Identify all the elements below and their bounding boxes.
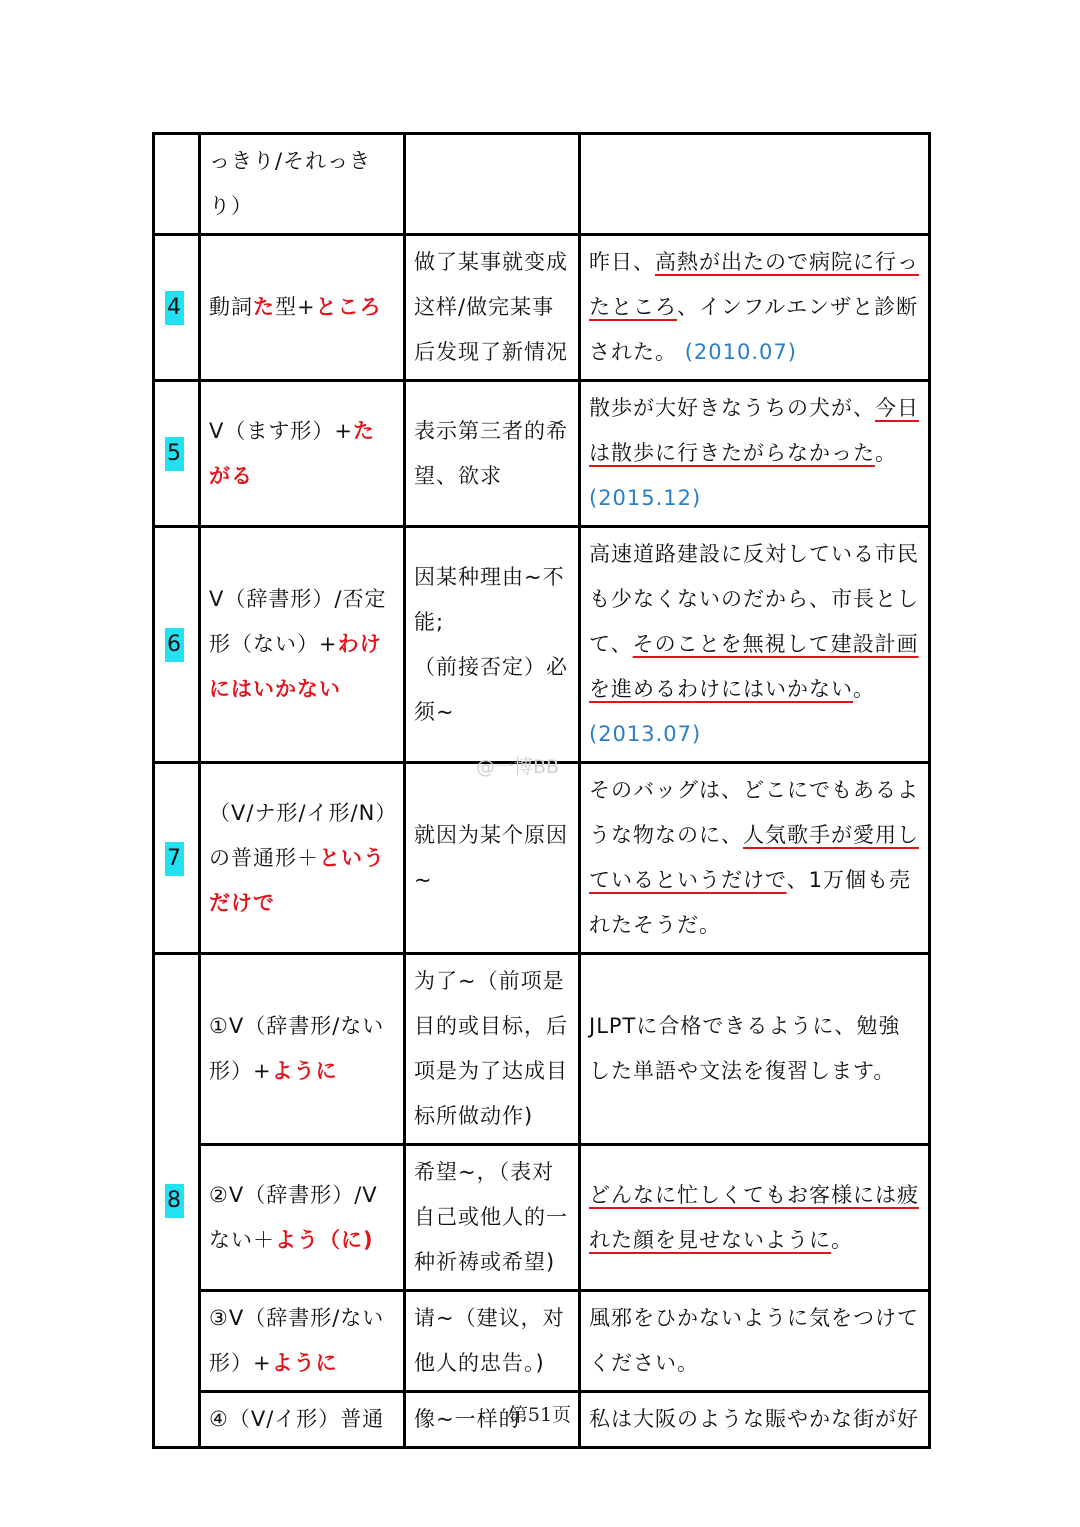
example-text: 高速道路建設に反対している市民も少なくないのだから、市長として、: [589, 542, 919, 656]
grammar-form-highlight: わけにはいかない: [209, 632, 382, 701]
meaning-cell: [405, 381, 580, 527]
row-number-cell: [154, 954, 200, 1448]
grammar-form-highlight: ように: [271, 1059, 338, 1083]
example-text: 風邪をひかないように気をつけてください。: [589, 1306, 919, 1375]
grammar-form: っきり/それっきり）: [209, 149, 372, 218]
grammar-form-text: V（ます形）+: [209, 418, 353, 443]
exam-date: (2010.07): [684, 340, 797, 364]
example-cell: [580, 134, 930, 235]
row-number-cell: [154, 763, 200, 954]
grammar-form-highlight: たがる: [209, 418, 375, 488]
grammar-form-text: ④（V/イ形）普通: [209, 1407, 385, 1431]
grammar-form-text: ②V（辞書形）/Vない＋: [209, 1182, 378, 1252]
exam-date: (2013.07): [589, 722, 702, 746]
table-row: [154, 1291, 930, 1392]
meaning-cell: [405, 527, 580, 763]
example-text: 昨日、: [589, 250, 655, 274]
meaning-text: （前接否定）必须~: [414, 654, 568, 724]
example-cell: [580, 954, 930, 1145]
meaning-cell: [405, 1145, 580, 1291]
example-text: 、1万個も売れたそうだ。: [589, 868, 911, 937]
table-row: [154, 1145, 930, 1291]
row-number: 6: [165, 628, 184, 662]
meaning-cell: [405, 1291, 580, 1392]
example-underlined: 今日は散歩に行きたがらなかった: [589, 396, 919, 465]
meaning-cell: [405, 134, 580, 235]
grammar-form-cell: [200, 1145, 405, 1291]
example-cell: [580, 527, 930, 763]
row-number-cell: [154, 235, 200, 381]
page-number: 第51页: [508, 1404, 572, 1426]
grammar-table: [152, 132, 931, 1449]
example-text: そのバッグは、どこにでもあるような物なのに、: [589, 778, 919, 847]
example-text: 。: [853, 677, 875, 701]
meaning-text: 做了某事就变成这样/做完某事后发现了新情况: [414, 250, 568, 364]
row-number-cell: [154, 134, 200, 235]
table-row: [154, 763, 930, 954]
row-number: 8: [165, 1184, 184, 1218]
example-text: 散歩が大好きなうちの犬が、: [589, 396, 875, 420]
grammar-form-cell: [200, 1291, 405, 1392]
row-number: 5: [165, 437, 184, 471]
meaning-cell: [405, 235, 580, 381]
example-text: 私は大阪のような賑やかな街が好: [589, 1407, 919, 1431]
example-text: 。: [831, 1227, 853, 1252]
example-cell: [580, 235, 930, 381]
grammar-form-highlight: た: [253, 295, 275, 319]
row-number: 4: [165, 291, 184, 325]
example-cell: [580, 1291, 930, 1392]
grammar-form-cell: [200, 381, 405, 527]
example-text: JLPTに合格できるように、勉強した単語や文法を復習します。: [589, 1014, 901, 1083]
grammar-form-highlight: よう（に): [275, 1227, 374, 1252]
grammar-form-cell: [200, 235, 405, 381]
grammar-form-text: 型+: [275, 295, 316, 319]
grammar-form-cell: [200, 134, 405, 235]
grammar-form-highlight: ところ: [315, 295, 382, 319]
grammar-form-text: ③V（辞書形/ない形）+: [209, 1306, 385, 1375]
row-number: 7: [165, 842, 184, 876]
row-number-cell: [154, 381, 200, 527]
exam-date: (2015.12): [589, 486, 702, 510]
table-row: [154, 381, 930, 527]
meaning-text: 请~（建议，对他人的忠告。): [414, 1306, 565, 1375]
meaning-cell: [405, 763, 580, 954]
meaning-cell: [405, 954, 580, 1145]
example-cell: [580, 381, 930, 527]
example-cell: [580, 1145, 930, 1291]
example-underlined: どんなに忙しくてもお客様には疲れた顔を見せないように: [589, 1182, 919, 1252]
meaning-text: 像~一样的: [414, 1407, 521, 1431]
meaning-text: 表示第三者的希望、欲求: [414, 418, 568, 488]
table-row: [154, 235, 930, 381]
example-underlined: 高熱が出たので病院に行ったところ: [589, 250, 919, 319]
example-text: 、インフルエンザと診断された。: [589, 295, 919, 364]
row-number-cell: [154, 527, 200, 763]
grammar-form-text: ①V（辞書形/ない形）+: [209, 1014, 385, 1083]
table-row: [154, 134, 930, 235]
grammar-form-text: 動詞: [209, 295, 253, 319]
table-row: [154, 954, 930, 1145]
example-underlined: 人気歌手が愛用しているというだけで: [589, 823, 919, 892]
grammar-form-cell: [200, 527, 405, 763]
meaning-text: 就因为某个原因~: [414, 823, 568, 892]
grammar-form-highlight: というだけで: [209, 845, 385, 915]
example-underlined: そのことを無視して建設計画を進めるわけにはいかない: [589, 632, 919, 701]
grammar-form-highlight: ように: [271, 1351, 338, 1375]
watermark: @一博BB: [476, 756, 560, 778]
grammar-form-cell: [200, 954, 405, 1145]
grammar-form-text: （V/ナ形/イ形/N）の普通形＋: [209, 800, 387, 870]
grammar-form-text: V（辞書形）/否定形（ない）+: [209, 587, 387, 656]
table-row: [154, 527, 930, 763]
grammar-form-cell: [200, 763, 405, 954]
example-text: 。: [875, 441, 897, 465]
example-cell: [580, 763, 930, 954]
meaning-text: 因某种理由~不能;: [414, 564, 565, 634]
meaning-text: 希望~，（表对自己或他人的一种祈祷或希望): [414, 1160, 568, 1274]
meaning-text: 为了~（前项是目的或目标，后项是为了达成目标所做动作): [414, 969, 568, 1128]
